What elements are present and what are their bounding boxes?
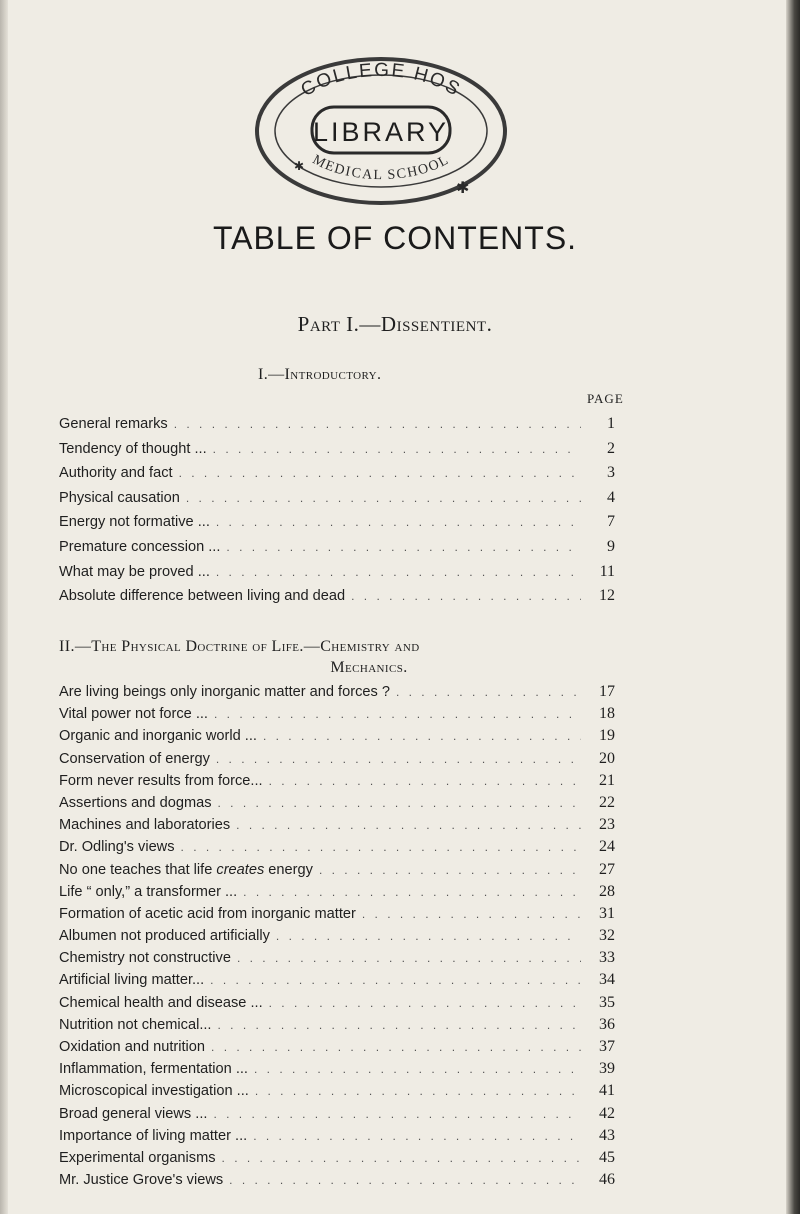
- stamp-bottom-text: MEDICAL SCHOOL: [309, 152, 453, 184]
- dot-leader: [254, 1062, 581, 1076]
- toc-entry-page: 33: [599, 949, 615, 967]
- toc-entry: [59, 587, 615, 612]
- dot-leader: [269, 996, 581, 1010]
- dot-leader: [362, 907, 581, 921]
- toc-entry: [59, 994, 615, 1016]
- toc-entry-title: Nutrition not chemical...: [59, 1016, 212, 1033]
- toc-entry: [59, 705, 615, 727]
- toc-entry: [59, 538, 615, 563]
- toc-entry-title: Chemical health and disease ...: [59, 994, 263, 1011]
- toc-entry-title: Form never results from force...: [59, 772, 263, 789]
- dot-leader: [236, 818, 581, 832]
- dot-leader: [210, 973, 581, 987]
- toc-entry-page: 17: [599, 683, 615, 700]
- section-heading-introductory: I.—Introductory.: [258, 366, 382, 383]
- toc-entry-page: 37: [599, 1038, 615, 1055]
- toc-entry: [59, 727, 615, 749]
- toc-list-introductory: [59, 415, 615, 612]
- toc-entry-title: [59, 862, 313, 878]
- toc-entry-page: 32: [599, 927, 615, 945]
- stamp-center-text: LIBRARY: [312, 117, 450, 147]
- dot-leader: [218, 796, 581, 810]
- toc-entry-page: 46: [599, 1171, 615, 1189]
- toc-entry: [59, 861, 615, 883]
- toc-entry-page: 35: [599, 993, 615, 1011]
- dot-leader: [222, 1151, 581, 1165]
- toc-entry-page: 43: [599, 1126, 615, 1144]
- dot-leader: [269, 774, 581, 788]
- page-title: TABLE OF CONTENTS.: [212, 220, 578, 256]
- dot-leader: [218, 1018, 582, 1032]
- dot-leader: [216, 515, 581, 529]
- toc-entry-title: Machines and laboratories: [59, 817, 231, 834]
- toc-entry-page: 42: [599, 1104, 615, 1122]
- toc-entry: [59, 489, 615, 514]
- toc-entry-page: 23: [599, 816, 615, 834]
- page-column-label: PAGE: [587, 391, 624, 406]
- toc-entry-title: Dr. Odling's views: [59, 839, 175, 856]
- toc-entry: [59, 949, 615, 971]
- toc-list-physical-doctrine: [59, 683, 615, 1193]
- toc-entry-page: 39: [599, 1060, 615, 1078]
- toc-entry-title: Oxidation and nutrition: [59, 1039, 206, 1055]
- dot-leader: [216, 565, 581, 579]
- toc-entry-title: Microscopical investigation ...: [59, 1083, 249, 1100]
- toc-entry-title: Importance of living matter ...: [59, 1127, 248, 1144]
- toc-entry: [59, 683, 615, 705]
- toc-entry-title: Artificial living matter...: [59, 972, 205, 989]
- toc-entry-title: Authority and fact: [59, 465, 173, 482]
- toc-entry-title: Assertions and dogmas: [59, 794, 212, 811]
- toc-entry-title: Are living beings only inorganic matter and forces ?: [59, 684, 390, 700]
- toc-entry: [59, 1016, 615, 1038]
- dot-leader: [179, 466, 581, 480]
- toc-entry: [59, 971, 615, 993]
- section-heading-line: Mechanics.: [330, 659, 408, 676]
- toc-entry-title: Broad general views ...: [59, 1105, 208, 1122]
- toc-title-part: No one teaches that life: [59, 861, 217, 878]
- library-stamp: [250, 52, 512, 210]
- toc-entry-page: 12: [599, 587, 615, 605]
- toc-entry-page: 41: [599, 1082, 615, 1100]
- toc-entry-title: Tendency of thought ...: [59, 440, 207, 457]
- toc-entry: [59, 838, 615, 860]
- toc-entry: [59, 1038, 615, 1060]
- toc-entry-title: Energy not formative ...: [59, 514, 210, 531]
- toc-entry-page: 34: [599, 971, 615, 989]
- toc-entry-page: 1: [607, 415, 615, 432]
- toc-entry-title: General remarks: [59, 416, 168, 432]
- toc-entry-page: 9: [607, 537, 615, 555]
- dot-leader: [243, 885, 581, 899]
- toc-entry: [59, 1149, 615, 1171]
- toc-entry-title: What may be proved ...: [59, 563, 210, 580]
- toc-entry-title: Organic and inorganic world ...: [59, 728, 257, 745]
- dot-leader: [253, 1129, 581, 1143]
- section-heading-physical-doctrine: [59, 636, 679, 678]
- page-left-edge: [0, 0, 8, 1214]
- toc-entry-page: 18: [599, 705, 615, 723]
- toc-entry: [59, 927, 615, 949]
- svg-text:✱: ✱: [456, 180, 470, 197]
- toc-entry-title: Life “ only,” a transformer ...: [59, 883, 238, 900]
- toc-entry: [59, 464, 615, 489]
- dot-leader: [396, 685, 581, 699]
- toc-entry-page: 27: [599, 860, 615, 878]
- toc-entry-page: 28: [599, 882, 615, 900]
- toc-entry-title: Vital power not force ...: [59, 706, 208, 723]
- dot-leader: [186, 491, 581, 505]
- dot-leader: [211, 1040, 581, 1054]
- dot-leader: [214, 707, 581, 721]
- toc-entry-title: Physical causation: [59, 489, 180, 506]
- toc-entry-page: 2: [607, 439, 615, 457]
- dot-leader: [213, 442, 581, 456]
- toc-entry-page: 21: [599, 771, 615, 789]
- toc-entry-title: Absolute difference between living and dead: [59, 588, 346, 605]
- toc-entry: [59, 772, 615, 794]
- toc-entry-page: 36: [599, 1015, 615, 1033]
- toc-entry: [59, 905, 615, 927]
- dot-leader: [226, 540, 581, 554]
- toc-title-part: energy: [264, 861, 313, 878]
- toc-entry: [59, 440, 615, 465]
- toc-entry-title: Experimental organisms: [59, 1149, 216, 1166]
- toc-entry: [59, 1060, 615, 1082]
- toc-entry: [59, 415, 615, 440]
- toc-entry: [59, 883, 615, 905]
- dot-leader: [263, 729, 581, 743]
- toc-entry-title: Chemistry not constructive: [59, 950, 231, 967]
- stamp-top-text: COLLEGE HOS: [297, 59, 465, 102]
- toc-entry-title: Mr. Justice Grove's views: [59, 1172, 224, 1189]
- toc-entry-title: Conservation of energy: [59, 750, 210, 767]
- dot-leader: [216, 752, 581, 766]
- toc-entry: [59, 513, 615, 538]
- section-heading-line: II.—The Physical Doctrine of Life.—Chemistry and: [59, 638, 420, 655]
- toc-entry-page: 45: [599, 1148, 615, 1166]
- library-stamp-icon: [250, 52, 512, 210]
- toc-entry: [59, 1127, 615, 1149]
- dot-leader: [237, 951, 581, 965]
- toc-entry: [59, 1082, 615, 1104]
- svg-text:✱: ✱: [294, 159, 305, 173]
- dot-leader: [351, 589, 581, 603]
- toc-entry-page: 24: [599, 838, 615, 856]
- toc-entry-page: 20: [599, 749, 615, 767]
- page-right-edge: [786, 0, 800, 1214]
- toc-entry-page: 3: [607, 464, 615, 482]
- toc-entry: [59, 794, 615, 816]
- toc-entry: [59, 816, 615, 838]
- dot-leader: [255, 1084, 581, 1098]
- toc-entry: [59, 750, 615, 772]
- toc-title-emphasis: creates: [216, 861, 265, 878]
- toc-entry: [59, 563, 615, 588]
- toc-entry-title: Formation of acetic acid from inorganic matter: [59, 905, 356, 922]
- dot-leader: [174, 417, 581, 431]
- part-heading: Part I.—Dissentient.: [297, 312, 493, 336]
- dot-leader: [319, 863, 581, 877]
- toc-entry-title: Inflammation, fermentation ...: [59, 1061, 248, 1078]
- toc-entry-title: Premature concession ...: [59, 538, 221, 555]
- toc-entry-page: 19: [599, 727, 615, 745]
- dot-leader: [229, 1173, 581, 1187]
- toc-entry-page: 22: [599, 793, 615, 811]
- toc-entry-title: Albumen not produced artificially: [59, 928, 270, 945]
- toc-entry-page: 4: [607, 488, 615, 506]
- toc-entry-page: 11: [599, 562, 615, 580]
- dot-leader: [181, 840, 581, 854]
- toc-entry-page: 7: [607, 513, 615, 531]
- toc-entry: [59, 1171, 615, 1193]
- toc-entry-page: 31: [599, 904, 615, 922]
- dot-leader: [213, 1107, 581, 1121]
- dot-leader: [276, 929, 581, 943]
- toc-entry: [59, 1105, 615, 1127]
